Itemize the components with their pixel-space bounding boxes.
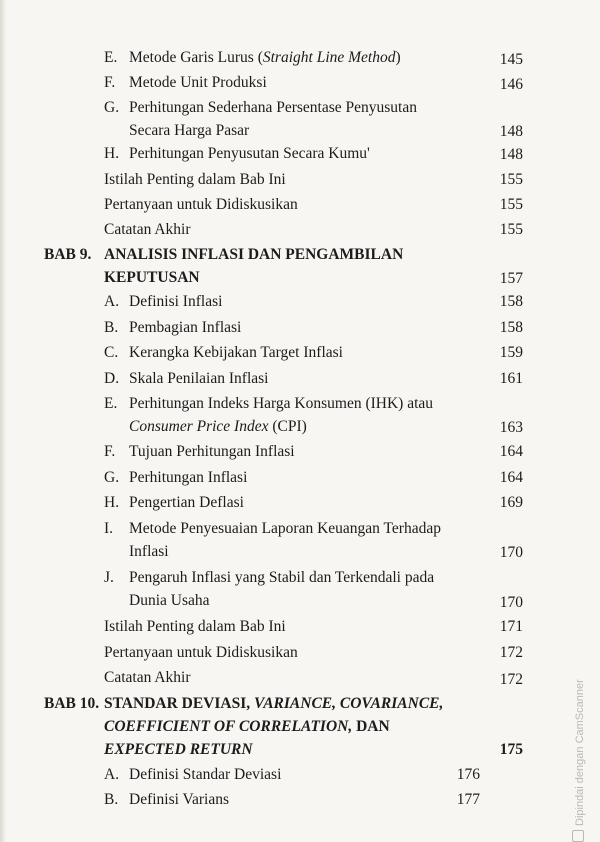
entry-label: H. <box>104 145 120 162</box>
entry-page: 148 <box>499 146 523 163</box>
entry-page: 161 <box>499 370 523 387</box>
entry-page: 159 <box>499 344 523 361</box>
entry-page: 155 <box>499 221 523 238</box>
toc-entry[interactable] <box>0 168 600 192</box>
entry-text: Perhitungan Inflasi <box>129 469 248 486</box>
entry-page: 158 <box>499 293 523 310</box>
entry-page: 164 <box>499 443 523 460</box>
entry-page: 158 <box>499 319 523 336</box>
entry-text: Catatan Akhir <box>104 221 191 238</box>
chapter-title-line2: KEPUTUSAN <box>104 269 200 286</box>
chapter-number: BAB 10. <box>44 695 100 712</box>
entry-text: Pertanyaan untuk Didiskusikan <box>104 196 298 213</box>
entry-text: Skala Penilaian Inflasi <box>129 370 269 387</box>
toc-entry[interactable] <box>0 392 600 440</box>
chapter-page: 175 <box>499 741 523 758</box>
chapter-title-line1: ANALISIS INFLASI DAN PENGAMBILAN <box>104 246 404 263</box>
entry-label: F. <box>104 74 116 91</box>
chapter-title-line1: STANDAR DEVIASI, VARIANCE, COVARIANCE, <box>104 695 444 712</box>
entry-text: Definisi Varians <box>129 791 230 808</box>
entry-label: E. <box>104 49 118 66</box>
toc-entry[interactable] <box>0 71 600 95</box>
entry-page: 155 <box>499 171 523 188</box>
toc-entry[interactable] <box>0 218 600 242</box>
toc-entry[interactable] <box>0 367 600 391</box>
toc-entry[interactable] <box>0 641 600 665</box>
entry-text: Metode Garis Lurus (Straight Line Method) <box>129 49 401 66</box>
toc-entry[interactable] <box>0 763 600 787</box>
toc-entry[interactable] <box>0 566 600 614</box>
toc-entry[interactable] <box>0 466 600 490</box>
entry-label: C. <box>104 344 119 361</box>
entry-page: 145 <box>499 51 523 68</box>
entry-label: D. <box>104 370 120 387</box>
chapter-10-heading[interactable] <box>0 692 600 764</box>
watermark-text: Dipindai dengan CamScanner <box>574 679 586 826</box>
toc-entry[interactable] <box>0 290 600 314</box>
toc-entry[interactable] <box>0 193 600 217</box>
chapter-page: 157 <box>499 270 523 287</box>
entry-page: 169 <box>499 494 523 511</box>
toc-entry[interactable] <box>0 46 600 70</box>
entry-page: 170 <box>499 594 523 611</box>
toc-entry[interactable] <box>0 96 600 144</box>
toc-entry[interactable] <box>0 517 600 565</box>
entry-text: Definisi Standar Deviasi <box>129 766 282 783</box>
entry-label: I. <box>104 520 114 537</box>
entry-page: 171 <box>499 618 523 635</box>
toc-entry[interactable] <box>0 316 600 340</box>
entry-page: 170 <box>499 544 523 561</box>
toc-entry[interactable] <box>0 491 600 515</box>
entry-text: Tujuan Perhitungan Inflasi <box>129 443 295 460</box>
entry-text: Definisi Inflasi <box>129 293 223 310</box>
entry-label: E. <box>104 395 118 412</box>
entry-text: Pertanyaan untuk Didiskusikan <box>104 644 298 661</box>
entry-text-line2: Dunia Usaha <box>129 592 210 609</box>
entry-label: A. <box>104 293 120 310</box>
chapter-title-line2: COEFFICIENT OF CORRELATION, DAN <box>104 718 390 735</box>
toc-entry[interactable] <box>0 142 600 166</box>
entry-text-line2: Inflasi <box>129 543 169 560</box>
chapter-9-heading[interactable] <box>0 243 600 291</box>
toc-entry[interactable] <box>0 788 600 812</box>
entry-text: Pengertian Deflasi <box>129 494 244 511</box>
entry-text: Pembagian Inflasi <box>129 319 242 336</box>
entry-page: 146 <box>499 76 523 93</box>
chapter-title-line3: EXPECTED RETURN <box>104 741 253 758</box>
toc-entry[interactable] <box>0 666 600 690</box>
entry-text-line1: Metode Penyesuaian Laporan Keuangan Terhadap <box>129 520 441 537</box>
entry-page: 148 <box>499 123 523 140</box>
scanner-watermark <box>572 679 586 842</box>
entry-page: 177 <box>456 791 480 808</box>
toc-entry[interactable] <box>0 341 600 365</box>
entry-text-line1: Perhitungan Indeks Harga Konsumen (IHK) atau <box>129 395 434 412</box>
entry-text-line2: Secara Harga Pasar <box>129 122 250 139</box>
entry-text-line1: Perhitungan Sederhana Persentase Penyusutan <box>129 99 417 116</box>
entry-label: H. <box>104 494 120 511</box>
entry-text: Kerangka Kebijakan Target Inflasi <box>129 344 343 361</box>
camscanner-icon <box>572 830 584 842</box>
entry-text: Istilah Penting dalam Bab Ini <box>104 171 286 188</box>
entry-label: G. <box>104 469 120 486</box>
toc-entry[interactable] <box>0 440 600 464</box>
entry-text-line1: Pengaruh Inflasi yang Stabil dan Terkendali pada <box>129 569 435 586</box>
chapter-number: BAB 9. <box>44 246 92 263</box>
entry-label: A. <box>104 766 120 783</box>
entry-text: Metode Unit Produksi <box>129 74 267 91</box>
entry-text-line2: Consumer Price Index (CPI) <box>129 418 307 435</box>
entry-page: 155 <box>499 196 523 213</box>
entry-text: Istilah Penting dalam Bab Ini <box>104 618 286 635</box>
entry-text: Perhitungan Penyusutan Secara Kumu' <box>129 145 370 162</box>
entry-label: B. <box>104 319 119 336</box>
entry-label: F. <box>104 443 116 460</box>
entry-label: B. <box>104 791 119 808</box>
entry-page: 164 <box>499 469 523 486</box>
toc-entry[interactable] <box>0 615 600 639</box>
entry-page: 176 <box>456 766 480 783</box>
entry-page: 172 <box>499 644 523 661</box>
entry-label: G. <box>104 99 120 116</box>
entry-text: Catatan Akhir <box>104 669 191 686</box>
entry-page: 163 <box>499 419 523 436</box>
entry-label: J. <box>104 569 114 586</box>
entry-page: 172 <box>499 671 523 688</box>
